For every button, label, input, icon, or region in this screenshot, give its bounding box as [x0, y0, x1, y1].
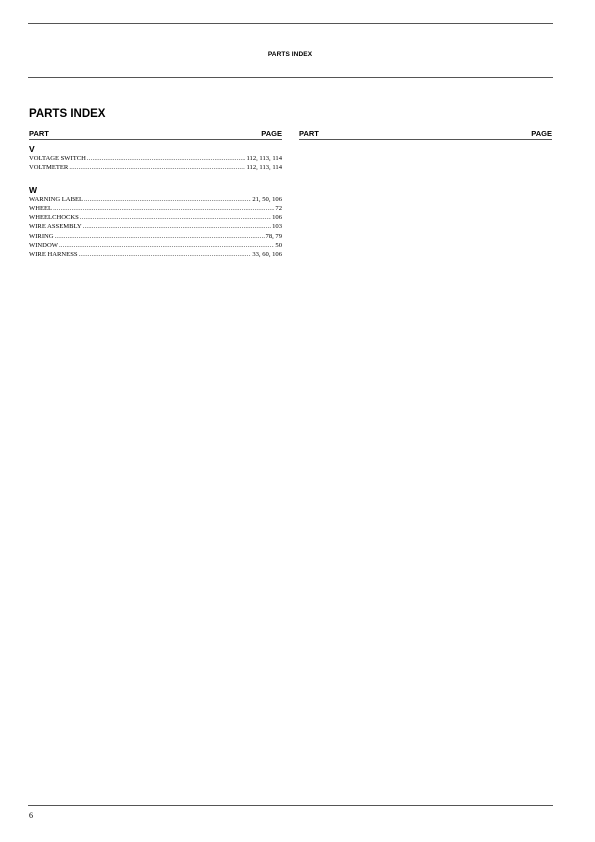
- top-rule: [28, 23, 553, 24]
- dot-leader: [83, 222, 271, 231]
- dot-leader: [69, 163, 245, 172]
- dot-leader: [84, 195, 251, 204]
- footer-rule: [28, 805, 553, 806]
- part-name: WARNING LABEL: [29, 195, 84, 203]
- index-column-right: [299, 129, 552, 140]
- page-number: 6: [29, 811, 33, 820]
- dot-leader: [79, 250, 252, 259]
- section-letter-w: W: [29, 184, 38, 195]
- page-title: PARTS INDEX: [29, 108, 106, 120]
- part-column-label: PART: [299, 129, 319, 138]
- dot-leader: [55, 232, 265, 241]
- part-name: WIRING: [29, 232, 54, 240]
- index-entry: [29, 222, 282, 231]
- page-refs: 21, 50, 106: [252, 195, 282, 203]
- page-refs: 50: [275, 242, 282, 250]
- part-name: WHEELCHOCKS: [29, 214, 79, 222]
- dot-leader: [87, 154, 246, 163]
- dot-leader: [80, 213, 271, 222]
- index-entry: [29, 195, 282, 204]
- index-entry: [29, 204, 282, 213]
- page-refs: 33, 60, 106: [252, 251, 282, 259]
- page-column-label: PAGE: [261, 129, 282, 138]
- index-entry: [29, 241, 282, 250]
- page-refs: 103: [272, 223, 282, 231]
- running-header: PARTS INDEX: [267, 51, 313, 58]
- page-column-label: PAGE: [531, 129, 552, 138]
- column-header: [29, 129, 282, 140]
- index-entry: [29, 163, 282, 172]
- page-refs: 72: [275, 204, 282, 212]
- index-entry: [29, 154, 282, 163]
- part-name: WINDOW: [29, 242, 58, 250]
- page-refs: 112, 113, 114: [246, 164, 282, 172]
- dot-leader: [53, 204, 274, 213]
- header-rule: [28, 77, 553, 78]
- page-refs: 112, 113, 114: [246, 155, 282, 162]
- dot-leader: [59, 241, 274, 250]
- column-header: [299, 129, 552, 140]
- page-refs: 106: [272, 214, 282, 222]
- index-entry: [29, 213, 282, 222]
- part-name: WHEEL: [29, 204, 53, 212]
- page-refs: 78, 79: [265, 232, 282, 240]
- section-letter-v: V: [29, 144, 35, 154]
- index-entry: [29, 250, 282, 259]
- part-column-label: PART: [29, 129, 49, 138]
- part-name: VOLTMETER: [29, 164, 69, 172]
- part-name: VOLTAGE SWITCH: [29, 155, 86, 162]
- part-name: WIRE ASSEMBLY: [29, 223, 82, 231]
- part-name: WIRE HARNESS: [29, 251, 78, 259]
- index-column-left: [29, 129, 282, 260]
- index-entry: [29, 232, 282, 241]
